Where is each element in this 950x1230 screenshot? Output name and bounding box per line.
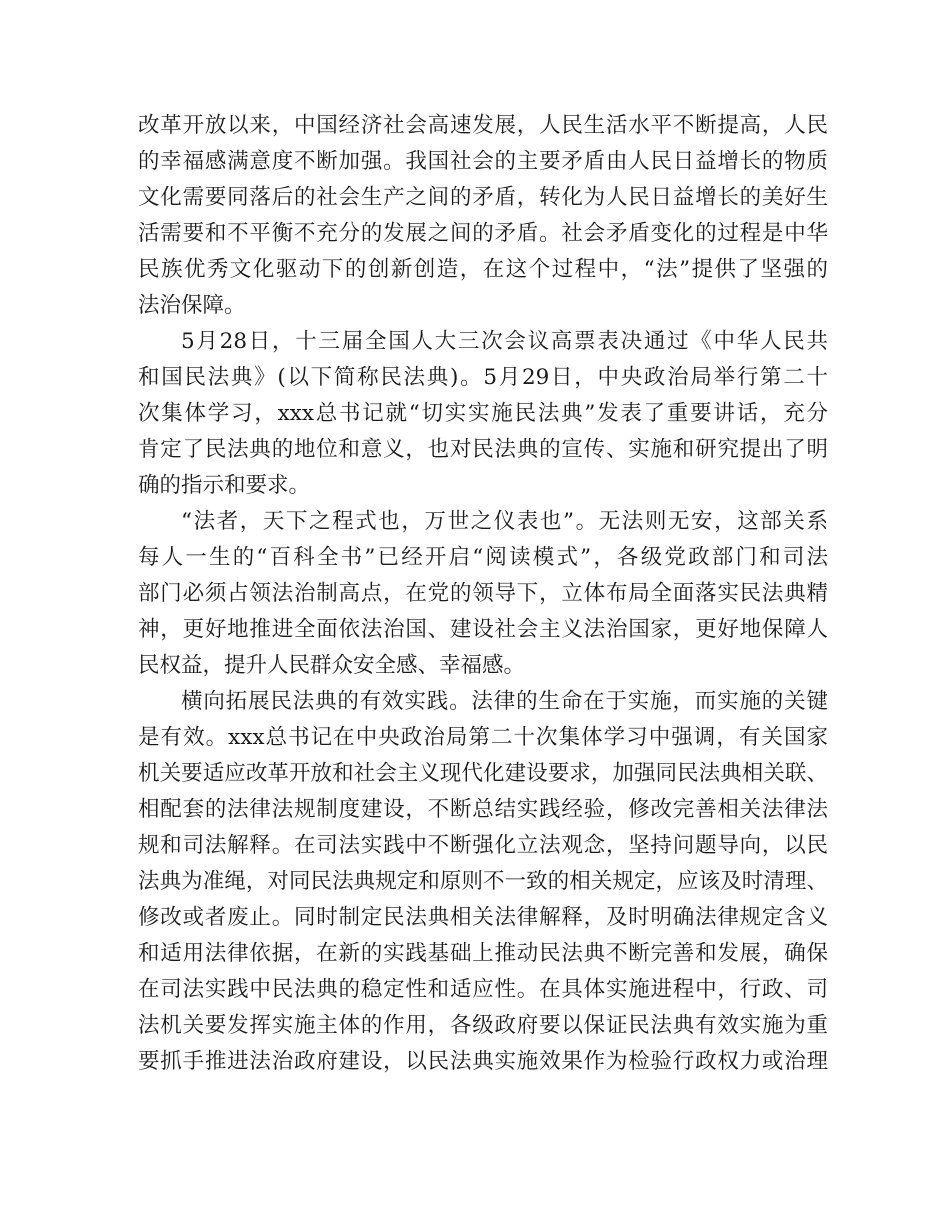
text-line: 肯定了民法典的地位和意义，也对民法典的宣传、实施和研究提出了明: [138, 437, 828, 462]
text-line: 法机关要发挥实施主体的作用，各级政府要以保证民法典有效实施为重: [138, 1013, 828, 1038]
paragraph-2: [138, 324, 828, 504]
body-text: [138, 108, 828, 1080]
text-line: 文化需要同落后的社会生产之间的矛盾，转化为人民日益增长的美好生: [138, 185, 828, 210]
text-line: 相配套的法律法规制度建设，不断总结实践经验，修改完善相关法律法: [138, 797, 828, 822]
text-line: 规和司法解释。在司法实践中不断强化立法观念，坚持问题导向，以民: [138, 833, 828, 858]
paragraph-3: [138, 504, 828, 684]
text-line: 修改或者废止。同时制定民法典相关法律解释，及时明确法律规定含义: [138, 905, 828, 930]
text-line: 民族优秀文化驱动下的创新创造，在这个过程中，“法”提供了坚强的: [138, 257, 828, 282]
text-line: 在司法实践中民法典的稳定性和适应性。在具体实施进程中，行政、司: [138, 977, 828, 1002]
text-line: 确的指示和要求。: [138, 473, 311, 498]
text-line: 法典为准绳，对同民法典规定和原则不一致的相关规定，应该及时清理、: [138, 869, 828, 894]
paragraph-4: [138, 684, 828, 1080]
text-line: 机关要适应改革开放和社会主义现代化建设要求，加强同民法典相关联、: [138, 761, 828, 786]
text-line: 横向拓展民法典的有效实践。法律的生命在于实施，而实施的关键: [181, 689, 828, 714]
text-line: 活需要和不平衡不充分的发展之间的矛盾。社会矛盾变化的过程是中华: [138, 221, 828, 246]
text-line: 和适用法律依据，在新的实践基础上推动民法典不断完善和发展，确保: [138, 941, 828, 966]
text-line: 民权益，提升人民群众安全感、幸福感。: [138, 653, 526, 678]
paragraph-1: [138, 108, 828, 324]
text-line: 改革开放以来，中国经济社会高速发展，人民生活水平不断提高，人民: [138, 113, 828, 138]
text-line: 要抓手推进法治政府建设，以民法典实施效果作为检验行政权力或治理: [138, 1049, 828, 1074]
text-line: 的幸福感满意度不断加强。我国社会的主要矛盾由人民日益增长的物质: [138, 149, 828, 174]
text-line: 和国民法典》(以下简称民法典)。5月29日，中央政治局举行第二十: [138, 365, 828, 390]
text-line: 法治保障。: [138, 293, 246, 318]
text-line: 5月28日，十三届全国人大三次会议高票表决通过《中华人民共: [181, 329, 828, 354]
text-line: 是有效。xxx总书记在中央政治局第二十次集体学习中强调，有关国家: [138, 725, 828, 750]
text-line: 次集体学习，xxx总书记就“切实实施民法典”发表了重要讲话，充分: [138, 401, 828, 426]
text-line: 部门必须占领法治制高点，在党的领导下，立体布局全面落实民法典精: [138, 581, 828, 606]
text-line: “法者，天下之程式也，万世之仪表也”。无法则无安，这部关系: [181, 509, 828, 534]
text-line: 每人一生的“百科全书”已经开启“阅读模式”，各级党政部门和司法: [138, 545, 828, 570]
text-line: 神，更好地推进全面依法治国、建设社会主义法治国家，更好地保障人: [138, 617, 828, 642]
